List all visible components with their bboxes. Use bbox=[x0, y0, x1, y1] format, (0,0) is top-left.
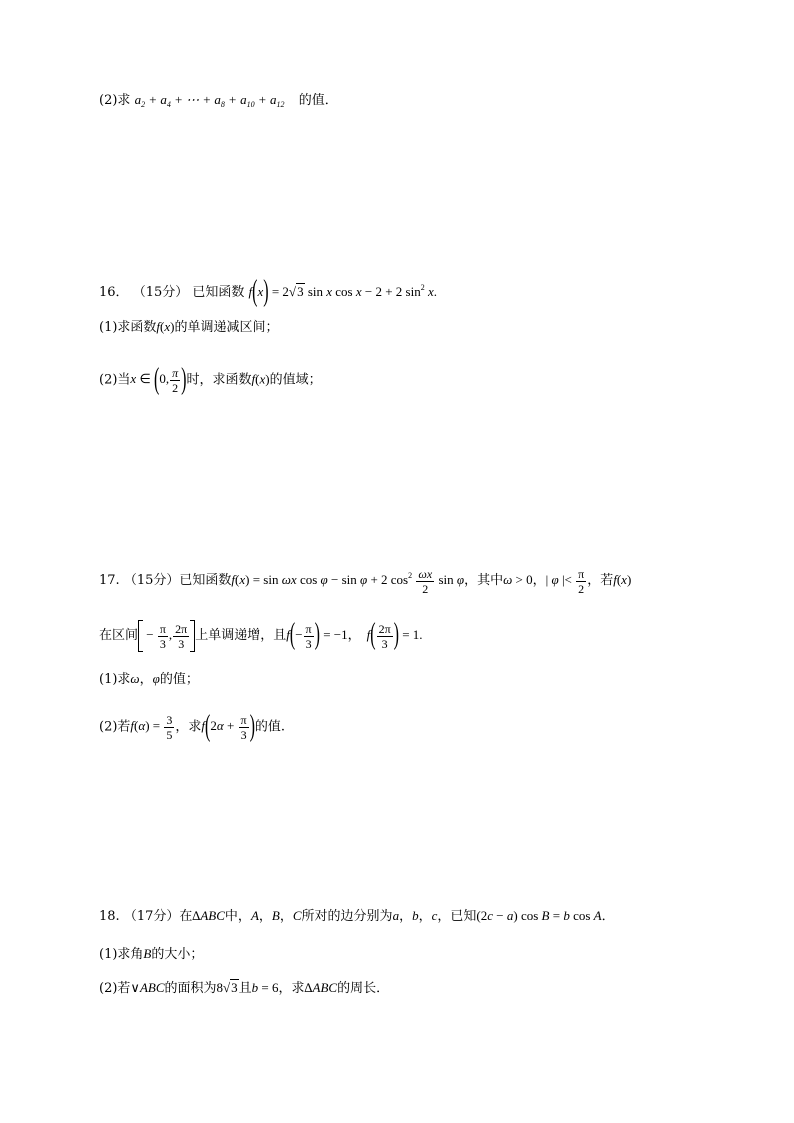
q18-stem bbox=[99, 906, 615, 927]
question-score: （17分） bbox=[123, 909, 180, 924]
math-target: f(2α + $\frac{\pi}{3}$ ) bbox=[201, 710, 255, 743]
part-text: (2)当 bbox=[99, 372, 131, 388]
part-text: 的大小； bbox=[151, 947, 204, 962]
q16-part1 bbox=[99, 317, 279, 338]
math-domain: x ∈ (0, $\frac{\pi}{2}$ ) bbox=[130, 363, 187, 396]
part-text: ，求 bbox=[278, 981, 305, 996]
math-fx: f(x) bbox=[613, 572, 632, 587]
function-definition: f(x) = 2√3 sin x cos x − 2 + 2 $\sin^2 x$. bbox=[248, 275, 438, 309]
math-B: B bbox=[271, 908, 280, 923]
question-score: （15分） bbox=[132, 285, 189, 300]
math-c: c bbox=[431, 908, 438, 923]
math-given: f(α) = $\frac{3}{5}$ bbox=[130, 713, 173, 742]
math-area: 8√3 bbox=[216, 980, 238, 995]
math-a: a bbox=[392, 908, 400, 923]
part-text: (1)求 bbox=[99, 672, 131, 687]
question-intro: 已知函数 bbox=[179, 573, 232, 588]
part-text: 的值域； bbox=[269, 372, 322, 388]
question-number: 18. bbox=[99, 909, 120, 924]
part-text: 且 bbox=[238, 981, 252, 996]
part-text: 的周长． bbox=[337, 981, 390, 996]
math-omega: ω bbox=[130, 671, 140, 686]
part-text: ， bbox=[139, 672, 153, 687]
part-text: ，求 bbox=[175, 719, 202, 735]
math-b: b bbox=[412, 908, 419, 923]
question-text: 在区间 bbox=[99, 627, 139, 643]
question-score: （15分） bbox=[123, 573, 180, 588]
question-intro: 已知函数 bbox=[192, 285, 245, 300]
part-text: 的单调递减区间； bbox=[174, 320, 279, 335]
part-text: 的面积为 bbox=[164, 981, 217, 996]
math-triangle: ∆ABC bbox=[192, 908, 225, 923]
question-text: 在 bbox=[179, 909, 193, 924]
math-phi: φ bbox=[152, 671, 160, 686]
question-text: ，已知 bbox=[437, 909, 477, 924]
math-condition-2: f( $\frac{2\pi}{3}$ ) = 1. bbox=[366, 618, 423, 652]
question-text: 所对的边分别为 bbox=[301, 909, 393, 924]
part-text: (1)求角 bbox=[99, 947, 144, 962]
math-triangle: ∨ABC bbox=[130, 980, 165, 995]
function-definition: f(x) = sin ωx cos φ − sin φ + 2 $\cos^2$ $\frac{\omega x}{2}$ sin φ bbox=[231, 566, 465, 596]
question-text: ， bbox=[532, 573, 546, 588]
part-text: 时，求函数 bbox=[186, 372, 252, 388]
math-B: B bbox=[143, 946, 152, 961]
math-A: A bbox=[250, 908, 259, 923]
q16-part2 bbox=[99, 363, 322, 396]
question-text: 中， bbox=[224, 909, 251, 924]
condition-omega: ω > 0 bbox=[503, 572, 533, 587]
math-interval: − $\frac{\pi}{3}$ , $\frac{2\pi}{3}$ bbox=[138, 627, 195, 642]
question-text: ，其中 bbox=[464, 573, 504, 588]
math-fx: f(x) bbox=[251, 371, 270, 387]
question-text: 上单调递增，且 bbox=[195, 627, 287, 643]
question-text: ， bbox=[258, 909, 272, 924]
question-number: 17. bbox=[99, 573, 120, 588]
question-text: ， bbox=[418, 909, 432, 924]
q17-stem bbox=[99, 566, 631, 596]
part-text: 的值. bbox=[254, 719, 286, 735]
condition-phi: | φ |< $\frac{\pi}{2}$ bbox=[545, 566, 585, 596]
math-C: C bbox=[292, 908, 302, 923]
sum-expression: $a_2 + a_4$ + ⋯ + $a_8 + a_{10} + a_{12}$ bbox=[134, 92, 285, 109]
part-text: 的值； bbox=[159, 672, 199, 687]
part-text: (2)若 bbox=[99, 719, 131, 735]
math-condition-1: f(− $\frac{\pi}{3}$ ) = −1 bbox=[286, 618, 348, 652]
question-text: ， bbox=[347, 627, 361, 643]
part-text: (2)若 bbox=[99, 981, 131, 996]
part-label: (2)求 bbox=[99, 93, 131, 108]
q16-stem bbox=[99, 275, 438, 309]
q17-stem-line2 bbox=[99, 620, 423, 652]
question-text: ， bbox=[279, 909, 293, 924]
q18-part2 bbox=[99, 978, 389, 999]
question-text: ，若 bbox=[587, 573, 614, 588]
q18-part1 bbox=[99, 944, 203, 965]
q15-part2-line bbox=[99, 90, 338, 115]
part-tail: 的值． bbox=[298, 93, 338, 108]
math-triangle: ∆ABC bbox=[304, 980, 338, 995]
q17-part2 bbox=[99, 710, 286, 743]
math-equation: (2c − a) cos B = b cos A． bbox=[476, 908, 615, 923]
math-fx: f(x) bbox=[156, 319, 175, 334]
math-b-value: b = 6 bbox=[251, 980, 279, 995]
part-text: (1)求函数 bbox=[99, 320, 157, 335]
question-text: ， bbox=[399, 909, 413, 924]
question-number: 16． bbox=[99, 285, 129, 300]
q17-part1 bbox=[99, 669, 199, 690]
